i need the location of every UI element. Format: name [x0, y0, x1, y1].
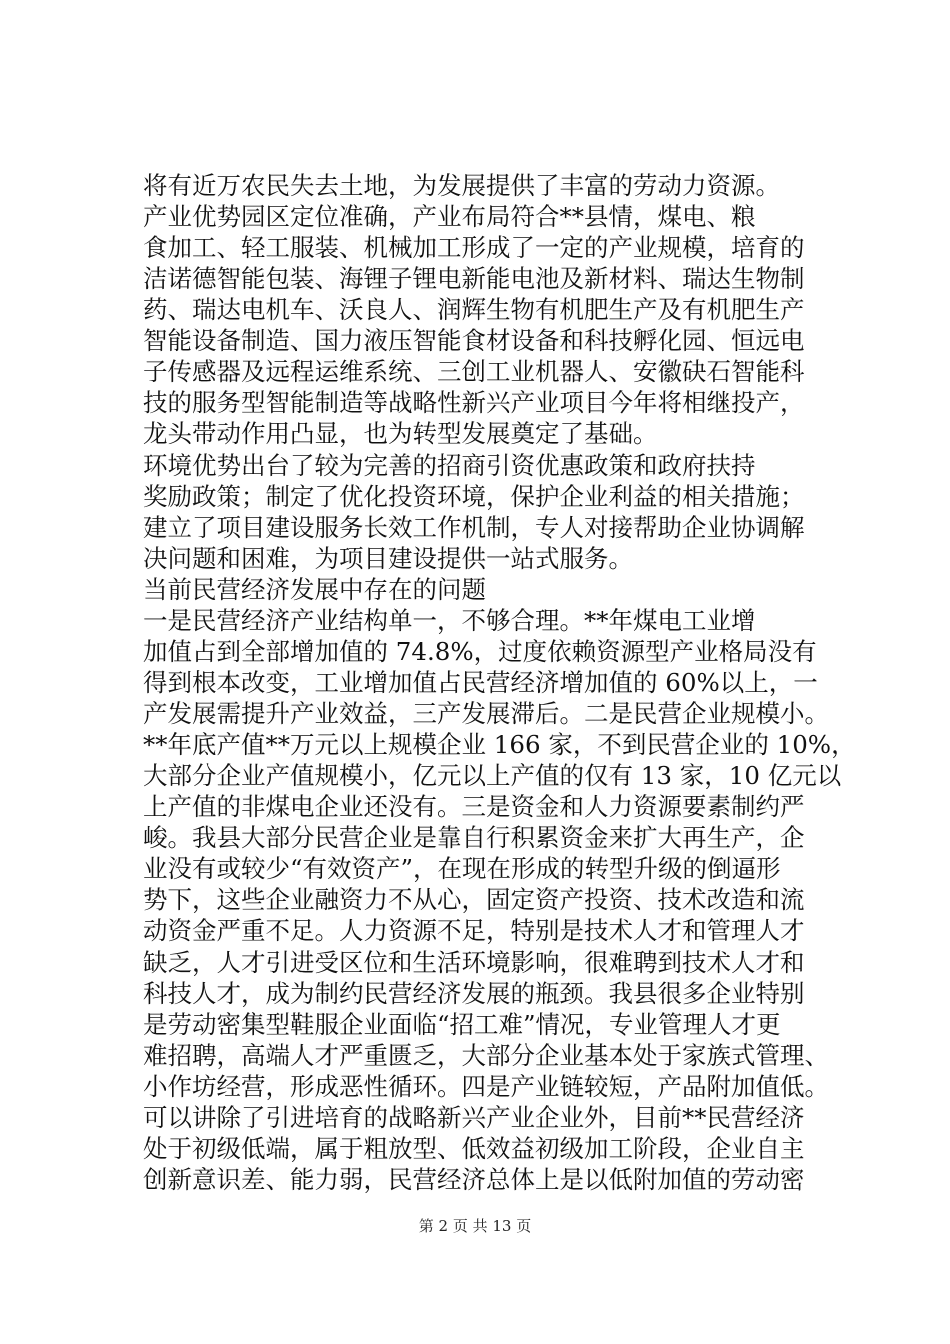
text-line: 势下，这些企业融资力不从心，固定资产投资、技术改造和流 [143, 885, 805, 915]
text-line: 峻。我县大部分民营企业是靠自行积累资金来扩大再生产，企 [143, 823, 805, 853]
text-line: 产发展需提升产业效益，三产发展滞后。二是民营企业规模小。 [143, 699, 829, 729]
text-line: 奖励政策；制定了优化投资环境，保护企业利益的相关措施； [143, 481, 805, 511]
text-line: 一是民营经济产业结构单一，不够合理。**年煤电工业增 [143, 605, 756, 635]
text-line: 创新意识差、能力弱，民营经济总体上是以低附加值的劳动密 [143, 1164, 805, 1194]
text-line: 科技人才，成为制约民营经济发展的瓶颈。我县很多企业特别 [143, 978, 805, 1008]
text-line: 智能设备制造、国力液压智能食材设备和科技孵化园、恒远电 [143, 326, 805, 356]
text-line: 建立了项目建设服务长效工作机制，专人对接帮助企业协调解 [143, 512, 805, 542]
text-line: 决问题和困难，为项目建设提供一站式服务。 [143, 543, 633, 573]
text-line: 难招聘，高端人才严重匮乏，大部分企业基本处于家族式管理、 [143, 1040, 829, 1070]
text-line: 处于初级低端，属于粗放型、低效益初级加工阶段，企业自主 [143, 1133, 805, 1163]
text-line: **年底产值**万元以上规模企业 166 家，不到民营企业的 10%， [143, 730, 856, 760]
text-line: 技的服务型智能制造等战略性新兴产业项目今年将相继投产， [143, 388, 805, 418]
text-line: 子传感器及远程运维系统、三创工业机器人、安徽砄石智能科 [143, 357, 805, 387]
text-line: 上产值的非煤电企业还没有。三是资金和人力资源要素制约严 [143, 792, 805, 822]
text-line: 洁诺德智能包装、海锂子锂电新能电池及新材料、瑞达生物制 [143, 264, 805, 294]
text-line: 是劳动密集型鞋服企业面临“招工难”情况，专业管理人才更 [143, 1009, 781, 1039]
text-line: 小作坊经营，形成恶性循环。四是产业链较短，产品附加值低。 [143, 1071, 829, 1101]
text-line: 业没有或较少“有效资产”，在现在形成的转型升级的倒逼形 [143, 854, 781, 884]
section-heading: 当前民营经济发展中存在的问题 [143, 574, 486, 604]
text-line: 加值占到全部增加值的 74.8%，过度依赖资源型产业格局没有 [143, 636, 817, 666]
text-line: 动资金严重不足。人力资源不足，特别是技术人才和管理人才 [143, 916, 805, 946]
text-line: 可以讲除了引进培育的战略新兴产业企业外，目前**民营经济 [143, 1102, 805, 1132]
text-line: 得到根本改变，工业增加值占民营经济增加值的 60%以上，一 [143, 667, 818, 697]
text-line: 大部分企业产值规模小，亿元以上产值的仅有 13 家，10 亿元以 [143, 761, 842, 791]
text-line: 龙头带动作用凸显，也为转型发展奠定了基础。 [143, 419, 658, 449]
text-line: 缺乏，人才引进受区位和生活环境影响，很难聘到技术人才和 [143, 947, 805, 977]
text-line: 环境优势出台了较为完善的招商引资优惠政策和政府扶持 [143, 450, 756, 480]
text-line: 产业优势园区定位准确，产业布局符合**县情，煤电、粮 [143, 202, 756, 232]
text-line: 药、瑞达电机车、沃良人、润辉生物有机肥生产及有机肥生产 [143, 295, 805, 325]
text-line: 将有近万农民失去土地，为发展提供了丰富的劳动力资源。 [143, 171, 780, 200]
text-line: 食加工、轻工服装、机械加工形成了一定的产业规模，培育的 [143, 233, 805, 263]
page-number-footer: 第 2 页 共 13 页 [418, 1217, 532, 1235]
